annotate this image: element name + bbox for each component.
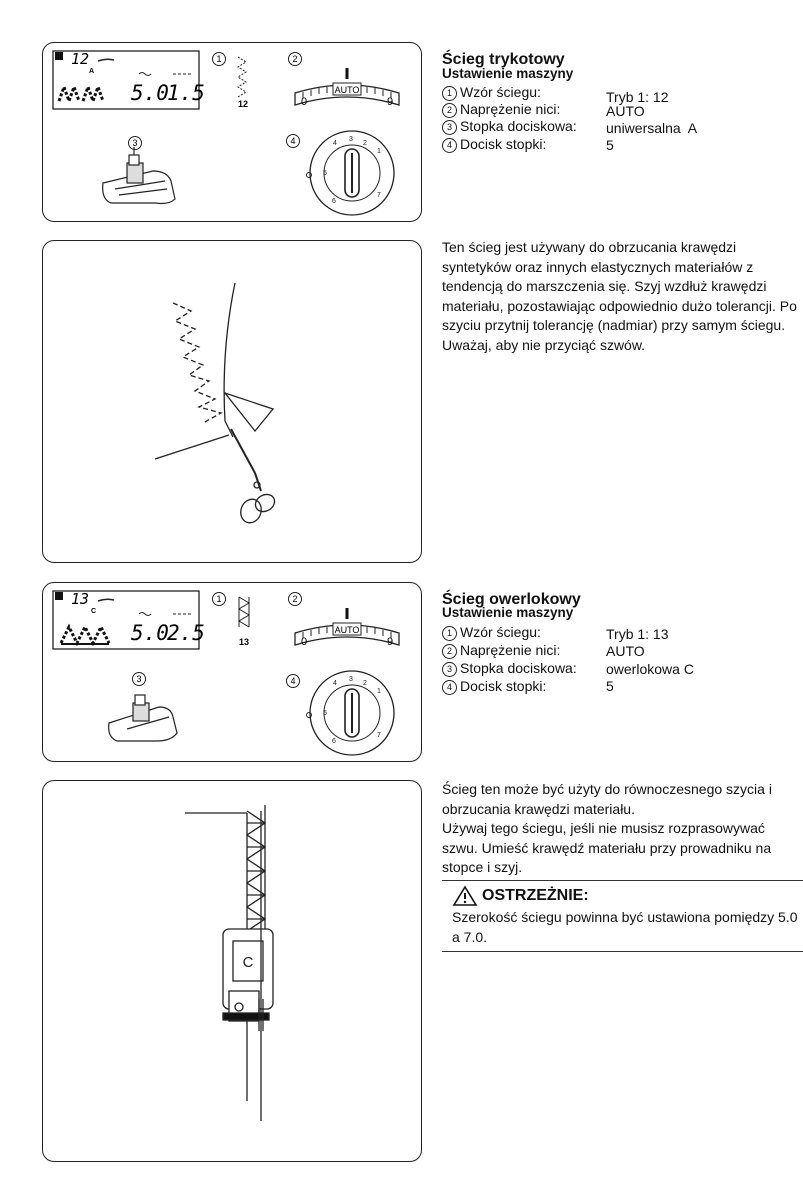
svg-text:0: 0 <box>301 636 308 648</box>
setting-row: 1 Wzór ściegu: <box>442 624 541 641</box>
settings-illustration-tricot <box>43 43 423 223</box>
svg-text:4: 4 <box>290 676 296 686</box>
setting-row: 2 Naprężenie nici: <box>442 642 560 659</box>
tension-auto-label: AUTO <box>334 85 360 95</box>
foot-letter-c: C <box>242 954 254 971</box>
svg-text:3: 3 <box>132 138 138 148</box>
section-title-overlock: Ścieg owerlokowy <box>442 591 581 608</box>
svg-text:1: 1 <box>377 148 381 155</box>
warning-title: OSTRZEŻNIE: <box>482 887 589 904</box>
svg-text:5: 5 <box>323 170 327 177</box>
trimming-illustration <box>43 241 423 564</box>
svg-text:5: 5 <box>323 710 327 717</box>
warning-text: Szerokość ściegu powinna być ustawiona pomiędzy 5.0 a 7.0. <box>452 909 798 945</box>
lcd-width: 5.0 <box>131 81 169 105</box>
setting-value: uniwersalna A <box>606 120 698 136</box>
svg-text:3: 3 <box>349 676 353 683</box>
svg-text:9: 9 <box>387 96 394 108</box>
setting-row: 4 Docisk stopki: <box>442 678 546 695</box>
setting-row: 1 Wzór ściegu: <box>442 84 541 101</box>
setting-value: Tryb 1: 13 <box>606 626 669 642</box>
stitch-number: 13 <box>238 637 250 647</box>
setting-value: AUTO <box>606 643 645 659</box>
illustration-panel-tricot <box>42 240 422 563</box>
illustration-panel-overlock <box>42 780 422 1162</box>
description-overlock-2: Używaj tego ściegu, jeśli nie musisz rozprasowywać szwu. Umieść krawędź materiału przy prowadniku na stopce i szyj. <box>442 820 772 875</box>
warning-box <box>442 880 803 952</box>
settings-panel-tricot <box>42 42 422 222</box>
overlock-stitch-zigzag <box>247 811 265 931</box>
svg-text:7: 7 <box>377 192 381 199</box>
description-overlock-1: Ścieg ten może być użyty do równoczesnego szycia i obrzucania krawędzi materiału. <box>442 781 772 817</box>
svg-text:2: 2 <box>292 594 298 604</box>
section-subtitle-tricot: Ustawienie maszyny <box>442 66 574 81</box>
svg-text:2: 2 <box>363 680 367 687</box>
lcd-pattern-number: 13 <box>71 590 90 608</box>
presser-foot-c <box>109 695 177 741</box>
setting-value: 5 <box>606 137 614 153</box>
svg-text:0: 0 <box>301 96 308 108</box>
svg-text:1: 1 <box>216 594 222 604</box>
warning-icon <box>452 885 478 907</box>
svg-text:1: 1 <box>216 54 222 64</box>
lcd-width: 5.0 <box>131 621 169 645</box>
marker-4 <box>287 135 300 148</box>
marker-2 <box>289 593 302 606</box>
settings-illustration-overlock <box>43 583 423 763</box>
marker-2 <box>289 53 302 66</box>
svg-text:3: 3 <box>136 674 142 684</box>
lcd-display <box>53 590 205 649</box>
svg-text:4: 4 <box>333 680 337 687</box>
setting-row: 3 Stopka dociskowa: <box>442 660 577 677</box>
marker-4 <box>287 675 300 688</box>
setting-row: 2 Naprężenie nici: <box>442 101 560 118</box>
lcd-length: 2.5 <box>167 621 205 645</box>
svg-text:4: 4 <box>333 140 337 147</box>
svg-text:6: 6 <box>332 198 336 205</box>
setting-row: 4 Docisk stopki: <box>442 136 546 153</box>
stitch-pattern-icon <box>239 597 249 627</box>
marker-1 <box>213 53 226 66</box>
pressure-dial <box>307 671 395 755</box>
setting-row: 3 Stopka dociskowa: <box>442 118 577 135</box>
setting-value: AUTO <box>606 103 645 119</box>
section-subtitle-overlock: Ustawienie maszyny <box>442 605 574 620</box>
setting-value: Tryb 1: 12 <box>606 89 669 105</box>
section-title-tricot: Ścieg trykotowy <box>442 51 565 68</box>
svg-text:2: 2 <box>292 54 298 64</box>
lcd-length: 1.5 <box>167 81 205 105</box>
tension-dial <box>295 608 399 648</box>
svg-text:4: 4 <box>290 136 296 146</box>
svg-text:2: 2 <box>363 140 367 147</box>
stitch-number: 12 <box>237 99 249 109</box>
tension-dial <box>295 68 399 108</box>
overlock-sewing-illustration <box>43 781 423 1163</box>
tension-auto-label: AUTO <box>334 625 360 635</box>
svg-text:1: 1 <box>377 688 381 695</box>
setting-value: 5 <box>606 678 614 694</box>
setting-value: owerlokowa C <box>606 661 694 677</box>
lcd-pattern-number: 12 <box>71 50 90 68</box>
lcd-foot-letter: C <box>91 608 97 615</box>
svg-text:3: 3 <box>349 136 353 143</box>
marker-1 <box>213 593 226 606</box>
presser-foot-a <box>103 147 175 204</box>
svg-text:6: 6 <box>332 738 336 745</box>
svg-text:7: 7 <box>377 732 381 739</box>
marker-3 <box>133 673 146 686</box>
description-tricot: Ten ścieg jest używany do obrzucania krawędzi syntetyków oraz innych elastycznych materiałów z tendencją do marszczenia się. Szyj wzdłuż krawędzi materiału, pozostawiając odpowiednio dużo tolerancji. Po szyciu przytnij tolerancję (nadmiar) przy samym ściegu. Uważaj, aby nie przyciąć szwów. <box>442 239 797 353</box>
stitch-pattern-icon <box>238 57 246 97</box>
lcd-foot-letter: A <box>89 68 95 75</box>
pressure-dial <box>307 131 395 215</box>
lcd-display <box>53 50 205 109</box>
settings-panel-overlock <box>42 582 422 762</box>
marker-3 <box>129 137 142 150</box>
svg-text:9: 9 <box>387 636 394 648</box>
